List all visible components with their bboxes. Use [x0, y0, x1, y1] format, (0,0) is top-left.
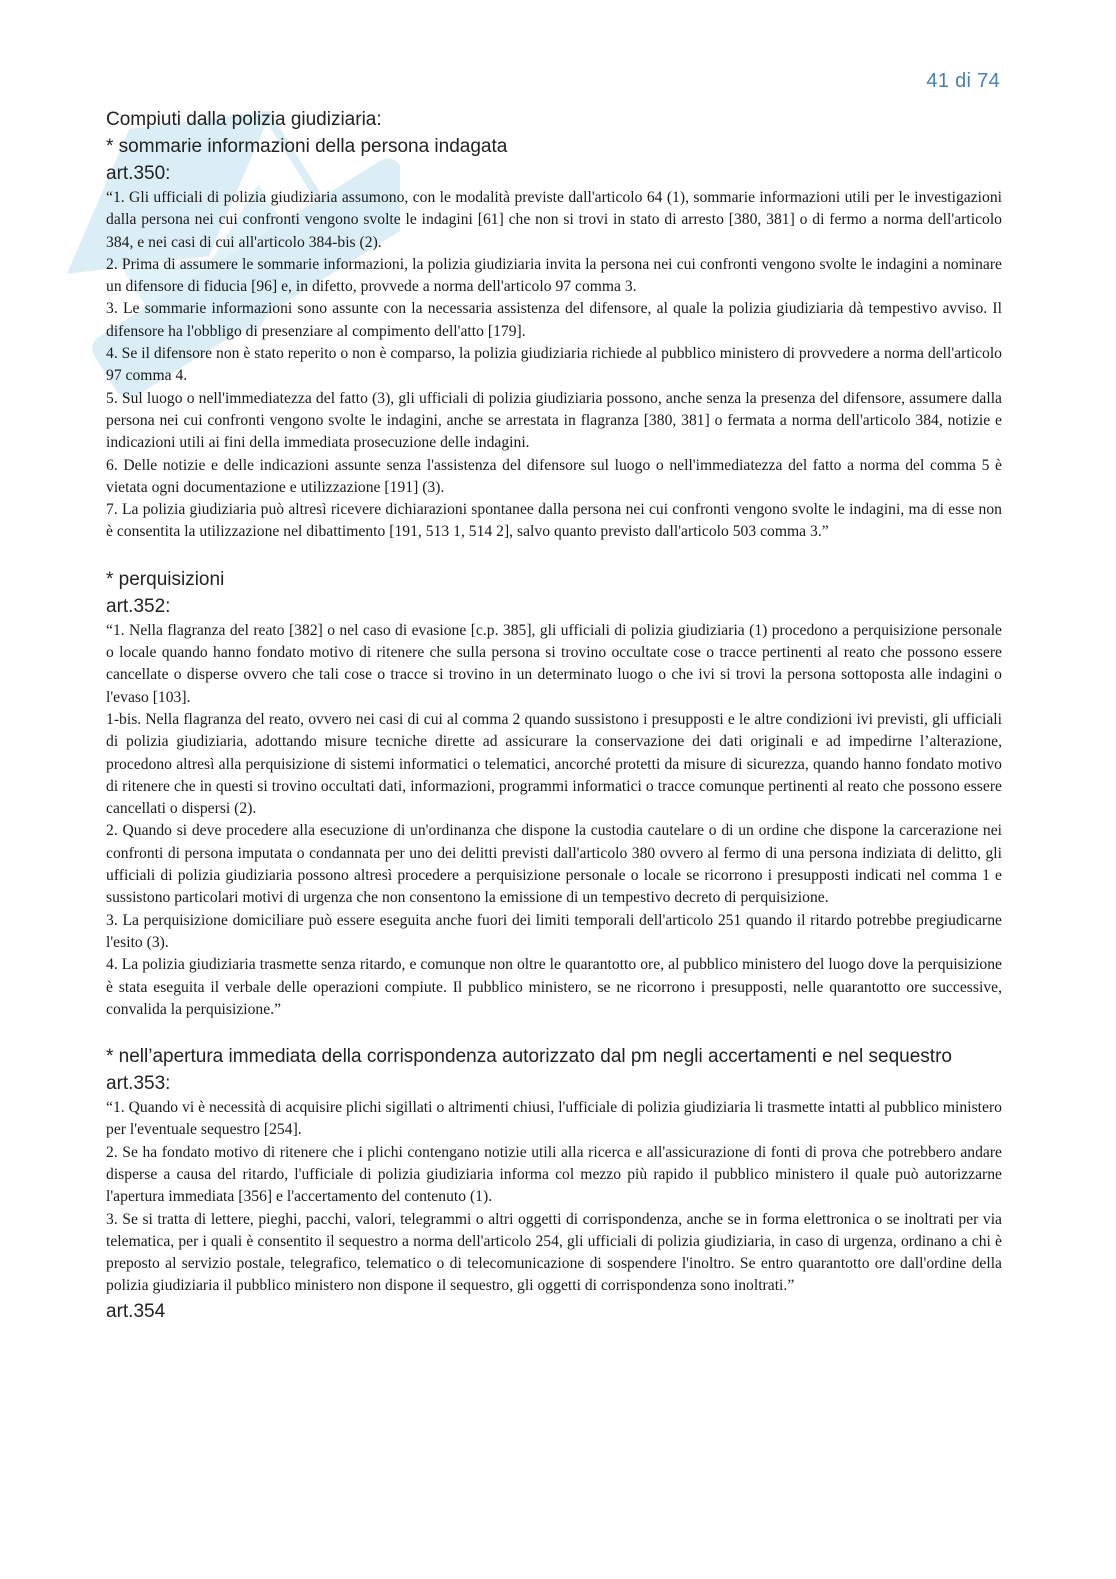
article-text [106, 620, 1002, 1021]
law-paragraph: 1-bis. Nella flagranza del reato, ovvero nei casi di cui al comma 2 quando sussistono i presupposti e le altre condizioni ivi previsti, gli ufficiali di polizia giudiziaria, adottando misure tecniche dirette ad assicurare la conservazione dei dati originali e ad impedirne l’alterazione, procedono altresì alla perquisizione di sistemi informatici o telematici, ancorché protetti da misure di sicurezza, quando hanno fondato motivo di ritenere che in questi si trovino occultati dati, informazioni, programmi informatici o tracce comunque pertinenti al reato che possono essere cancellati o dispersi (2). [106, 710, 1002, 818]
law-paragraph: 3. La perquisizione domiciliare può essere eseguita anche fuori dei limiti temporali dell'articolo 251 quando il ritardo potrebbe pregiudicarne l'esito (3). [106, 911, 1002, 951]
article-label: art.354 [106, 1300, 166, 1322]
law-paragraph: 3. Le sommarie informazioni sono assunte con la necessaria assistenza del difensore, al quale la polizia giudiziaria dà tempestivo avviso. Il difensore ha l'obbligo di presenziare al compimento dell'atto [179]. [106, 300, 1002, 340]
law-paragraph: 2. Quando si deve procedere alla esecuzione di un'ordinanza che dispone la custodia cautelare o di un ordine che dispone la carcerazione nei confronti di persona imputata o condannata per uno dei delitti previsti dall'articolo 380 ovvero al fermo di una persona indiziata di delitto, gli ufficiali di polizia giudiziaria possono altresì procedere a perquisizione personale o locale se ricorrono i presupposti indicati nel comma 1 e sussistono particolari motivi di urgenza che non consentono la emissione di un tempestivo decreto di perquisizione. [106, 822, 1002, 907]
law-paragraph: 2. Prima di assumere le sommarie informazioni, la polizia giudiziaria invita la persona nei cui confronti vengono svolte le indagini a nominare un difensore di fiducia [96] e, in difetto, provvede a norma dell'articolo 97 comma 3. [106, 255, 1002, 296]
law-paragraph: “1. Gli ufficiali di polizia giudiziaria assumono, con le modalità previste dall'articolo 64 (1), sommarie informazioni utili per le investigazioni dalla persona nei cui confronti vengono svolte le indagini [61] che non si trovi in stato di arresto [380, 381] o di fermo a norma dell'articolo 384, e nei casi di cui all'articolo 384-bis (2). [106, 189, 1002, 251]
article-label: art.350: [106, 163, 171, 184]
article-label: art.353: [106, 1073, 171, 1095]
page-title: Compiuti dalla polizia giudiziaria: [106, 109, 382, 130]
section-heading: * sommarie informazioni della persona indagata [106, 136, 508, 157]
section-spacer [106, 544, 1002, 566]
law-paragraph: “1. Quando vi è necessità di acquisire plichi sigillati o altrimenti chiusi, l'ufficiale di polizia giudiziaria li trasmette intatti al pubblico ministero per l'eventuale sequestro [254]. [106, 1099, 1002, 1139]
article-label: art.352: [106, 595, 171, 617]
section-heading: * nell’apertura immediata della corrispondenza autorizzato dal pm negli accertamenti e nel sequestro [106, 1046, 952, 1068]
law-paragraph: 4. Se il difensore non è stato reperito o non è comparso, la polizia giudiziaria richiede al pubblico ministero di provvedere a norma dell'articolo 97 comma 4. [106, 345, 1002, 385]
law-paragraph: 2. Se ha fondato motivo di ritenere che i plichi contengano notizie utili alla ricerca e all'assicurazione di fonti di prova che potrebbero andare disperse a causa del ritardo, l'ufficiale di polizia giudiziaria informa col mezzo più rapido il pubblico ministero il quale può autorizzarne l'apertura immediata [356] e l'accertamento del contenuto (1). [106, 1143, 1002, 1206]
law-paragraph: 3. Se si tratta di lettere, pieghi, pacchi, valori, telegrammi o altri oggetti di corrispondenza, anche se in forma elettronica o se inoltrati per via telematica, per i quali è consentito il sequestro a norma dell'articolo 254, gli ufficiali di polizia giudiziaria, in caso di urgenza, ordinano a chi è preposto al servizio postale, telegrafico, telematico o di telecomunicazione di sospendere l'inoltro. Se entro quarantotto ore dall'ordine della polizia giudiziaria il pubblico ministero non dispone il sequestro, gli oggetti di corrispondenza sono inoltrati.” [106, 1210, 1002, 1295]
section-heading: * perquisizioni [106, 568, 225, 590]
document-body [106, 106, 1002, 1325]
law-paragraph: 5. Sul luogo o nell'immediatezza del fatto (3), gli ufficiali di polizia giudiziaria possono, anche senza la presenza del difensore, assumere dalla persona nei cui confronti vengono svolte le indagini, anche se arrestata in flagranza [380, 381] o fermata a norma dell'articolo 384, notizie e indicazioni utili ai fini della immediata prosecuzione delle indagini. [106, 389, 1002, 452]
section-spacer [106, 1021, 1002, 1043]
page-number: 41 di 74 [926, 70, 1000, 92]
law-paragraph: 4. La polizia giudiziaria trasmette senza ritardo, e comunque non oltre le quarantotto ore, al pubblico ministero del luogo dove la perquisizione è stata eseguita il verbale delle operazioni compiute. Il pubblico ministero, se ne ricorrono i presupposti, nelle quarantotto ore successive, convalida la perquisizione.” [106, 956, 1002, 1018]
article-text [106, 187, 1002, 544]
law-paragraph: 7. La polizia giudiziaria può altresì ricevere dichiarazioni spontanee dalla persona nei cui confronti vengono svolte le indagini, ma di esse non è consentita la utilizzazione nel dibattimento [191, 513 1, 514 2], salvo quanto previsto dall'articolo 503 comma 3.” [106, 501, 1002, 541]
article-text [106, 1097, 1002, 1298]
law-paragraph: 6. Delle notizie e delle indicazioni assunte senza l'assistenza del difensore sul luogo o nell'immediatezza del fatto a norma del comma 5 è vietata ogni documentazione e utilizzazione [191] (3). [106, 456, 1002, 496]
law-paragraph: “1. Nella flagranza del reato [382] o nel caso di evasione [c.p. 385], gli ufficiali di polizia giudiziaria (1) procedono a perquisizione personale o locale quando hanno fondato motivo di ritenere che sulla persona si trovino occultate cose o tracce pertinenti al reato che possono essere cancellate o disperse ovvero che tali cose o tracce si trovino in un determinato luogo o che ivi si trovi la persona sottoposta alle indagini o l'evaso [103]. [106, 621, 1002, 706]
